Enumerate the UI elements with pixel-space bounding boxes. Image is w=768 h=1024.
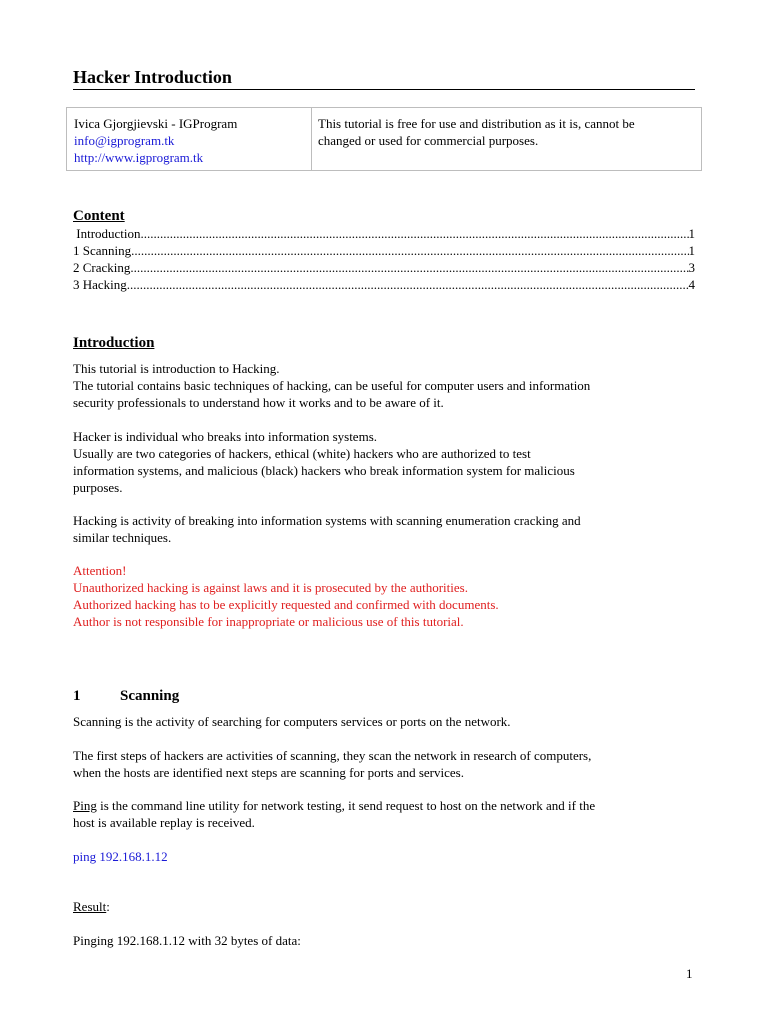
toc-entry-hacking[interactable]	[73, 276, 695, 293]
toc-leader-dots	[141, 225, 689, 242]
toc-entry-introduction[interactable]	[73, 225, 695, 242]
author-website-link[interactable]: http://www.igprogram.tk	[74, 150, 204, 165]
toc-entry-scanning[interactable]	[73, 242, 695, 259]
table-of-contents	[73, 225, 695, 293]
paragraph-line: Scanning is the activity of searching for computers services or ports on the network.	[73, 714, 511, 729]
attention-line: Author is not responsible for inappropriate or malicious use of this tutorial.	[73, 614, 464, 629]
paragraph-line: security professionals to understand how it works and to be aware of it.	[73, 395, 444, 410]
paragraph-line: This tutorial is introduction to Hacking.	[73, 361, 280, 376]
introduction-heading: Introduction	[73, 335, 155, 351]
toc-entry-cracking[interactable]	[73, 259, 695, 276]
chapter-number: 1	[73, 688, 81, 704]
result-label: Result	[73, 899, 107, 914]
result-label-line	[73, 898, 703, 915]
page-number: 1	[686, 966, 693, 981]
paragraph-line: Hacking is activity of breaking into information systems with scanning enumeration cracking and	[73, 513, 581, 528]
license-line: changed or used for commercial purposes.	[318, 133, 539, 148]
toc-entry-label: Introduction	[73, 226, 141, 241]
attention-line: Attention!	[73, 563, 127, 578]
paragraph-line: The first steps of hackers are activities of scanning, they scan the network in research of computers,	[73, 748, 592, 763]
license-cell	[312, 108, 701, 170]
paragraph-line: when the hosts are identified next steps are scanning for ports and services.	[73, 765, 464, 780]
paragraph-line: similar techniques.	[73, 530, 172, 545]
intro-paragraph-3	[73, 512, 703, 546]
ping-description: is the command line utility for network testing, it send request to host on the network and if the	[96, 798, 596, 813]
toc-entry-page: 1	[688, 226, 695, 241]
paragraph-line	[73, 797, 703, 814]
intro-paragraph-2	[73, 428, 703, 496]
toc-entry-page: 4	[688, 277, 695, 292]
author-cell	[67, 108, 312, 170]
chapter-title: Scanning	[120, 688, 180, 704]
toc-leader-dots	[131, 242, 688, 259]
toc-entry-label: 2 Cracking	[73, 260, 131, 275]
paragraph-line: information systems, and malicious (black) hackers who break information system for malicious	[73, 463, 575, 478]
scanning-paragraph-1	[73, 713, 703, 730]
toc-heading: Content	[73, 208, 125, 224]
toc-entry-page: 3	[688, 260, 695, 275]
scanning-paragraph-2	[73, 747, 703, 781]
result-colon: :	[106, 899, 110, 914]
ping-term: Ping	[73, 798, 97, 813]
toc-entry-label: 1 Scanning	[73, 243, 132, 258]
ping-command: ping 192.168.1.12	[73, 849, 168, 864]
toc-entry-page: 1	[688, 243, 695, 258]
attention-notice	[73, 562, 703, 630]
attention-line: Unauthorized hacking is against laws and it is prosecuted by the authorities.	[73, 580, 468, 595]
author-info-table	[66, 107, 702, 171]
toc-leader-dots	[127, 276, 689, 293]
document-title: Hacker Introduction	[73, 66, 695, 90]
ping-paragraph	[73, 797, 703, 831]
intro-paragraph-1	[73, 360, 703, 411]
paragraph-line: purposes.	[73, 480, 123, 495]
paragraph-line: Hacker is individual who breaks into information systems.	[73, 429, 378, 444]
license-line: This tutorial is free for use and distribution as it is, cannot be	[318, 116, 635, 131]
author-email-link[interactable]: info@igprogram.tk	[74, 133, 175, 148]
paragraph-line: Usually are two categories of hackers, ethical (white) hackers who are authorized to test	[73, 446, 531, 461]
toc-entry-label: 3 Hacking	[73, 277, 127, 292]
toc-leader-dots	[130, 259, 688, 276]
ping-result-line: Pinging 192.168.1.12 with 32 bytes of data:	[73, 933, 301, 948]
paragraph-line: The tutorial contains basic techniques of hacking, can be useful for computer users and information	[73, 378, 591, 393]
paragraph-line: host is available replay is received.	[73, 815, 255, 830]
author-name: Ivica Gjorgjievski - IGProgram	[74, 116, 238, 131]
scanning-heading	[73, 687, 179, 705]
attention-line: Authorized hacking has to be explicitly requested and confirmed with documents.	[73, 597, 499, 612]
